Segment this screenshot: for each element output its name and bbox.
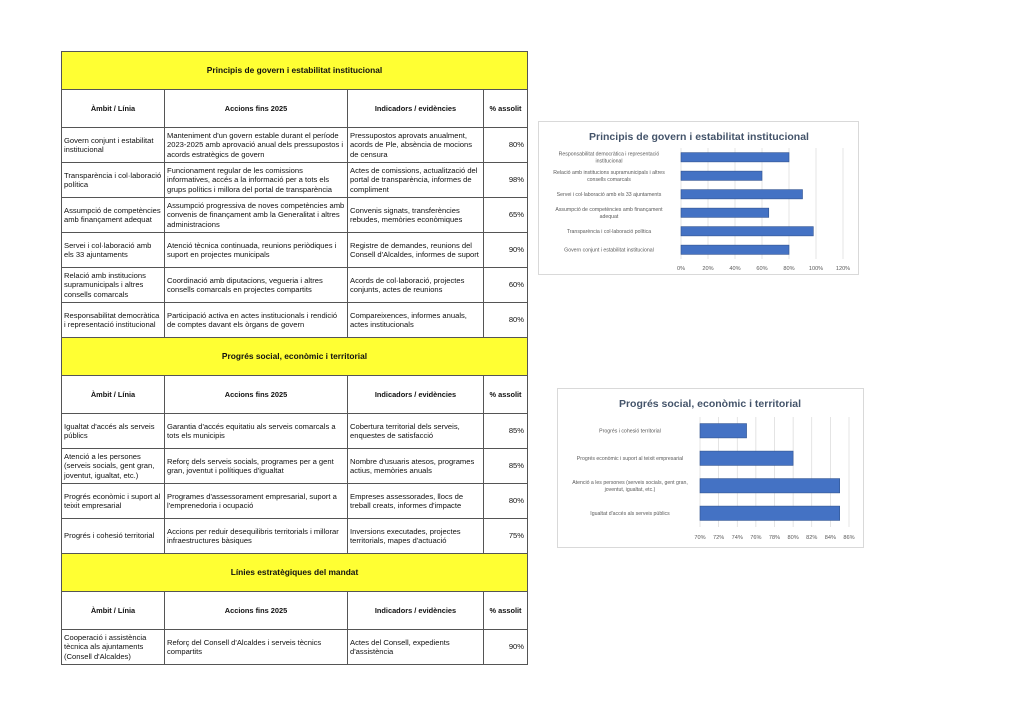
column-header-row — [62, 592, 528, 630]
chart-title: Progrés social, econòmic i territorial — [618, 398, 802, 410]
x-tick-label: 70% — [694, 535, 706, 541]
cell-accions: Programes d'assessorament empresarial, suport a l'emprenedoria i ocupació — [165, 484, 348, 519]
cell-indicadors: Registre de demandes, reunions del Consell d'Alcaldes, informes de suport — [348, 233, 484, 268]
cell-accions: Funcionament regular de les comissions informatives, accés a la informació per a tots els grups polítics i millora del portal de transparència — [165, 163, 348, 198]
cell-indicadors: Acords de col·laboració, projectes conjunts, actes de reunions — [348, 268, 484, 303]
cell-ambit: Servei i col·laboració amb els 33 ajuntaments — [62, 233, 165, 268]
category-label: Igualtat d'accés als serveis públics — [590, 511, 670, 518]
table-row — [62, 449, 528, 484]
bar — [681, 190, 803, 199]
cell-indicadors: Inversions executades, projectes territorials, mapes d'actuació — [348, 519, 484, 554]
cell-accions: Reforç del Consell d'Alcaldes i serveis tècnics compartits — [165, 630, 348, 665]
section-title: Principis de govern i estabilitat institucional — [62, 52, 528, 90]
cell-ambit: Atenció a les persones (serveis socials, gent gran, joventut, igualtat, etc.) — [62, 449, 165, 484]
x-tick-label: 80% — [783, 266, 795, 272]
column-header-accions: Accions fins 2025 — [165, 90, 348, 128]
cell-accions: Garantia d'accés equitatiu als serveis comarcals a tots els municipis — [165, 414, 348, 449]
column-header-assolit: % assolit — [484, 90, 528, 128]
cell-ambit: Igualtat d'accés als serveis públics — [62, 414, 165, 449]
section-title: Línies estratègiques del mandat — [62, 554, 528, 592]
cell-assolit: 90% — [484, 233, 528, 268]
bar — [700, 479, 840, 493]
table-row — [62, 128, 528, 163]
cell-assolit: 98% — [484, 163, 528, 198]
column-header-indicadors: Indicadors / evidències — [348, 90, 484, 128]
cell-accions: Manteniment d'un govern estable durant el període 2023-2025 amb aprovació anual dels pressupostos i acords estratègics de govern — [165, 128, 348, 163]
table-row — [62, 414, 528, 449]
section-header-row — [62, 52, 528, 90]
chart-progres-social-svg — [558, 389, 863, 547]
x-tick-label: 40% — [729, 266, 741, 272]
x-tick-label: 86% — [843, 535, 855, 541]
column-header-accions: Accions fins 2025 — [165, 376, 348, 414]
category-label: adequat — [599, 213, 619, 220]
x-tick-label: 84% — [824, 535, 836, 541]
column-header-assolit: % assolit — [484, 592, 528, 630]
x-tick-label: 78% — [768, 535, 781, 541]
cell-assolit: 85% — [484, 414, 528, 449]
cell-assolit: 85% — [484, 449, 528, 484]
column-header-row — [62, 90, 528, 128]
cell-indicadors: Empreses assessorades, llocs de treball creats, informes d'impacte — [348, 484, 484, 519]
table-row — [62, 233, 528, 268]
table-row — [62, 163, 528, 198]
cell-assolit: 75% — [484, 519, 528, 554]
cell-ambit: Cooperació i assistència tècnica als ajuntaments (Consell d'Alcaldes) — [62, 630, 165, 665]
category-label: Responsabilitat democràtica i representació — [558, 151, 660, 158]
table-row — [62, 198, 528, 233]
x-tick-label: 80% — [787, 535, 799, 541]
chart-progres-social — [557, 388, 864, 548]
category-label: Govern conjunt i estabilitat institucional — [564, 247, 654, 254]
cell-accions: Accions per reduir desequilibris territorials i millorar infraestructures bàsiques — [165, 519, 348, 554]
achievement-table — [61, 51, 528, 665]
cell-assolit: 65% — [484, 198, 528, 233]
cell-accions: Reforç dels serveis socials, programes per a gent gran, joventut i polítiques d'igualtat — [165, 449, 348, 484]
category-label: joventut, igualtat, etc.) — [604, 486, 656, 493]
cell-accions: Atenció tècnica continuada, reunions periòdiques i suport en projectes municipals — [165, 233, 348, 268]
cell-accions: Participació activa en actes institucionals i rendició de comptes davant els òrgans de govern — [165, 303, 348, 338]
cell-indicadors: Actes de comissions, actualització del portal de transparència, informes de compliment — [348, 163, 484, 198]
cell-ambit: Progrés i cohesió territorial — [62, 519, 165, 554]
section-title: Progrés social, econòmic i territorial — [62, 338, 528, 376]
cell-assolit: 60% — [484, 268, 528, 303]
bar — [700, 506, 840, 520]
bar — [681, 208, 769, 217]
cell-accions: Coordinació amb diputacions, vegueria i altres consells comarcals en projectes compartits — [165, 268, 348, 303]
table-row — [62, 519, 528, 554]
cell-indicadors: Cobertura territorial dels serveis, enquestes de satisfacció — [348, 414, 484, 449]
category-label: institucional — [595, 158, 623, 165]
category-label: Relació amb institucions supramunicipals i altres — [553, 170, 665, 177]
x-tick-label: 100% — [808, 266, 824, 272]
cell-assolit: 90% — [484, 630, 528, 665]
cell-ambit: Relació amb institucions supramunicipals i altres consells comarcals — [62, 268, 165, 303]
column-header-indicadors: Indicadors / evidències — [348, 592, 484, 630]
category-label: Servei i col·laboració amb els 33 ajuntaments — [556, 192, 662, 199]
category-label: Progrés econòmic i suport al teixit empresarial — [576, 456, 684, 463]
bar — [681, 171, 762, 180]
x-tick-label: 20% — [702, 266, 714, 272]
cell-accions: Assumpció progressiva de noves competències amb convenis de finançament amb la Generalitat i altres administracions — [165, 198, 348, 233]
bar — [681, 153, 789, 162]
x-tick-label: 72% — [713, 535, 725, 541]
category-label: Assumpció de competències amb finançament — [555, 207, 663, 214]
cell-ambit: Assumpció de competències amb finançament adequat — [62, 198, 165, 233]
table-row — [62, 303, 528, 338]
cell-indicadors: Convenis signats, transferències rebudes, memòries econòmiques — [348, 198, 484, 233]
bar — [681, 227, 813, 236]
bar — [700, 424, 747, 438]
category-label: Progrés i cohesió territorial — [599, 428, 661, 435]
table-row — [62, 630, 528, 665]
section-header-row — [62, 338, 528, 376]
category-label: Atenció a les persones (serveis socials, gent gran, — [572, 480, 688, 487]
cell-assolit: 80% — [484, 128, 528, 163]
column-header-ambit: Àmbit / Línia — [62, 592, 165, 630]
cell-assolit: 80% — [484, 484, 528, 519]
cell-indicadors: Pressupostos aprovats anualment, acords de Ple, absència de mocions de censura — [348, 128, 484, 163]
column-header-assolit: % assolit — [484, 376, 528, 414]
cell-assolit: 80% — [484, 303, 528, 338]
section-header-row — [62, 554, 528, 592]
chart-principis-govern-svg — [539, 122, 858, 274]
column-header-accions: Accions fins 2025 — [165, 592, 348, 630]
cell-indicadors: Nombre d'usuaris atesos, programes actius, memòries anuals — [348, 449, 484, 484]
column-header-ambit: Àmbit / Línia — [62, 90, 165, 128]
cell-indicadors: Actes del Consell, expedients d'assistència — [348, 630, 484, 665]
cell-ambit: Responsabilitat democràtica i representació institucional — [62, 303, 165, 338]
cell-ambit: Progrés econòmic i suport al teixit empresarial — [62, 484, 165, 519]
chart-principis-govern — [538, 121, 859, 275]
x-tick-label: 60% — [756, 266, 768, 272]
column-header-ambit: Àmbit / Línia — [62, 376, 165, 414]
category-label: consells comarcals — [587, 176, 631, 183]
x-tick-label: 74% — [731, 535, 743, 541]
table-row — [62, 268, 528, 303]
bar — [681, 245, 789, 254]
cell-indicadors: Compareixences, informes anuals, actes institucionals — [348, 303, 484, 338]
x-tick-label: 76% — [750, 535, 762, 541]
chart-title: Principis de govern i estabilitat institucional — [589, 131, 809, 143]
x-tick-label: 0% — [676, 266, 686, 272]
x-tick-label: 82% — [806, 535, 818, 541]
column-header-row — [62, 376, 528, 414]
table-row — [62, 484, 528, 519]
bar — [700, 451, 793, 465]
x-tick-label: 120% — [835, 266, 851, 272]
category-label: Transparència i col·laboració política — [566, 229, 652, 236]
cell-ambit: Govern conjunt i estabilitat institucional — [62, 128, 165, 163]
column-header-indicadors: Indicadors / evidències — [348, 376, 484, 414]
cell-ambit: Transparència i col·laboració política — [62, 163, 165, 198]
